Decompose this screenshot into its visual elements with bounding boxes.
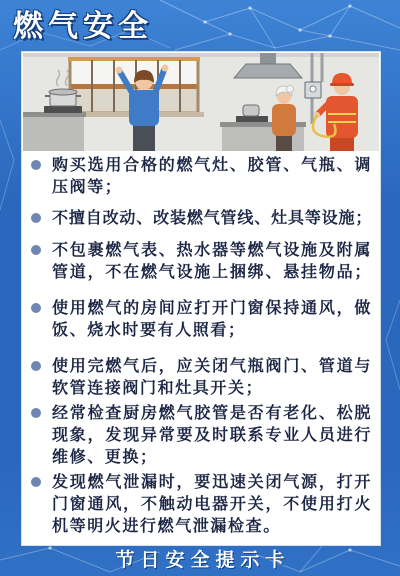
network-line bbox=[175, 34, 400, 50]
hood-duct bbox=[260, 52, 276, 64]
tip-line: 使用完燃气后，应关闭气瓶阀门、管道与 bbox=[52, 356, 372, 375]
tip-line: 不擅自改动、改装燃气管线、灶具等设施； bbox=[52, 208, 372, 227]
tip-line: 维修、更换； bbox=[52, 447, 158, 466]
window-rail bbox=[70, 84, 198, 89]
kettle bbox=[243, 105, 259, 116]
gas-meter-dial bbox=[310, 86, 316, 92]
bullet-dot-icon bbox=[31, 245, 41, 255]
boy-hand-left bbox=[116, 67, 123, 74]
tip-line: 购买选用合格的燃气灶、胶管、气瓶、调 bbox=[52, 155, 372, 174]
tip-item bbox=[22, 402, 372, 468]
boy-shirt bbox=[129, 90, 159, 126]
tip-line: 使用燃气的房间应打开门窗保持通风，做 bbox=[52, 298, 372, 317]
worker-legs bbox=[330, 136, 354, 152]
bullet-dot-icon bbox=[31, 408, 41, 418]
network-node bbox=[298, 28, 301, 31]
content-card bbox=[22, 52, 380, 545]
bullet-dot-icon bbox=[31, 213, 41, 223]
network-node bbox=[248, 6, 251, 9]
network-line bbox=[386, 300, 400, 390]
bullet-dot-icon bbox=[31, 303, 41, 313]
tip-line: 经常检查厨房燃气胶管是否有老化、松脱 bbox=[52, 403, 372, 422]
network-node bbox=[228, 32, 231, 35]
network-node bbox=[348, 4, 351, 7]
tip-line: 压阀等； bbox=[52, 177, 123, 196]
footer-caption: 节日安全提示卡 bbox=[115, 549, 291, 571]
tip-item bbox=[22, 207, 372, 229]
tip-line: 门窗通风，不触动电器开关，不使用打火 bbox=[52, 494, 372, 513]
tip-line: 不包裹燃气表、热水器等燃气设施及附属 bbox=[52, 240, 372, 259]
tip-line: 现象，发现异常要及时联系专业人员进行 bbox=[52, 425, 372, 444]
safety-tips-list bbox=[22, 154, 380, 537]
tip-item bbox=[22, 355, 372, 399]
network-node bbox=[203, 20, 206, 23]
pot-lid bbox=[49, 89, 77, 95]
worker-hat-brim bbox=[330, 83, 354, 86]
tip-item bbox=[22, 297, 372, 341]
range-hood bbox=[234, 64, 302, 78]
network-line bbox=[0, 120, 14, 210]
stove bbox=[44, 106, 82, 113]
tip-line: 饭、烧水时要有人照看； bbox=[52, 320, 246, 339]
network-node bbox=[328, 34, 331, 37]
network-line bbox=[300, 30, 330, 36]
right-stove bbox=[236, 116, 268, 122]
tip-line: 发现燃气泄漏时，要迅速关闭气源，打开 bbox=[52, 472, 372, 491]
poster-title: 燃气安全 bbox=[13, 9, 153, 44]
network-line bbox=[160, 0, 400, 30]
boy-hand-right bbox=[162, 65, 169, 72]
boy-pants bbox=[133, 124, 155, 152]
tip-line: 软管连接阀门和灶具开关； bbox=[52, 378, 264, 397]
woman-hair-bun bbox=[287, 86, 294, 93]
tip-line: 机等明火进行燃气泄漏检查。 bbox=[52, 516, 281, 535]
network-line bbox=[205, 22, 230, 34]
tip-item bbox=[22, 471, 372, 537]
bullet-dot-icon bbox=[31, 477, 41, 487]
woman-body bbox=[272, 104, 296, 136]
bullet-dot-icon bbox=[31, 160, 41, 170]
left-counter bbox=[22, 116, 84, 152]
tip-item bbox=[22, 154, 372, 198]
bullet-dot-icon bbox=[31, 361, 41, 371]
tip-item bbox=[22, 239, 372, 283]
tip-line: 管道，不在燃气设施上捆绑、悬挂物品； bbox=[52, 262, 372, 281]
kitchen-illustration bbox=[22, 52, 380, 152]
